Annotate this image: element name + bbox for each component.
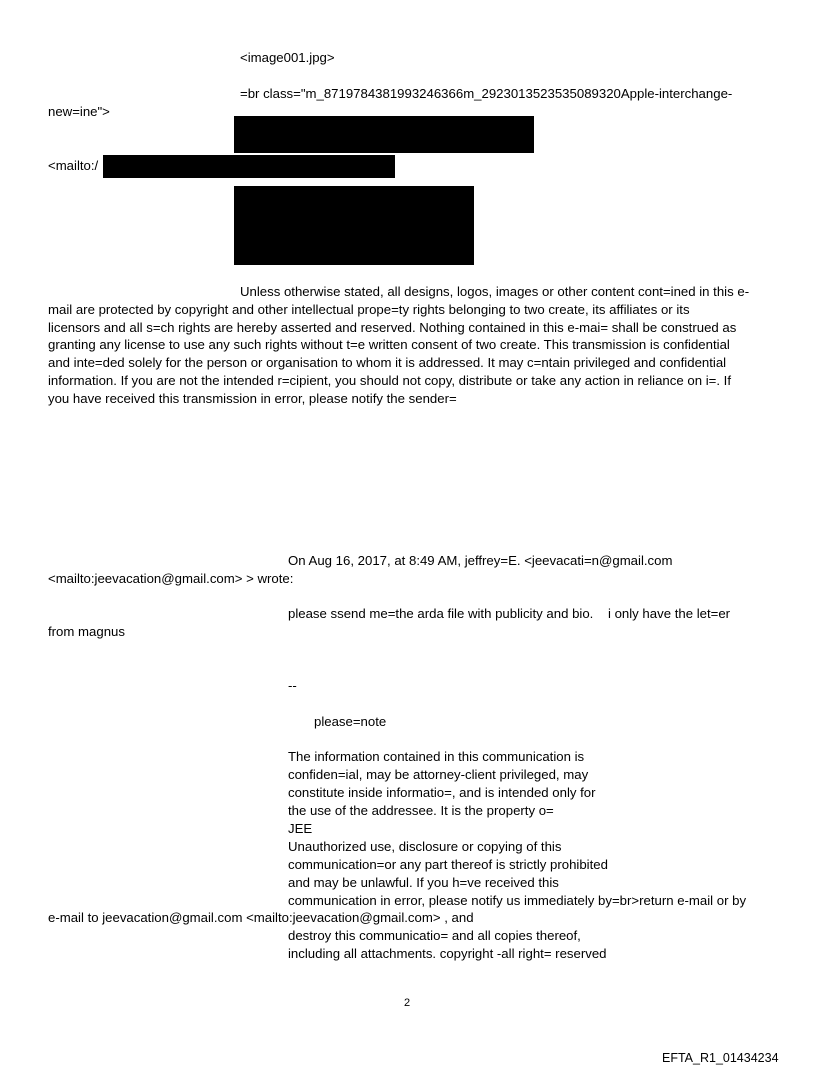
notice-line: the use of the addressee. It is the property o= — [288, 803, 554, 818]
notice-line: communication=or any part thereof is strictly prohibited — [288, 857, 608, 872]
notice-line: constitute inside informatio=, and is intended only for — [288, 785, 596, 800]
disclaimer-line: you have received this transmission in error, please notify the sender= — [48, 391, 457, 406]
page-number: 2 — [404, 997, 411, 1009]
disclaimer-line: information. If you are not the intended r=cipient, you should not copy, distribute or take any action in reliance on i=. If — [48, 373, 731, 388]
notice-line: and may be unlawful. If you h=ve received this — [288, 875, 559, 890]
notice-line: destroy this communicatio= and all copies thereof, — [288, 928, 581, 943]
redaction-block-3 — [234, 186, 474, 265]
br-class-line-continued: new=ine"> — [48, 104, 110, 119]
notice-line: The information contained in this communication is — [288, 749, 585, 764]
disclaimer-line: Unless otherwise stated, all designs, logos, images or other content cont=ined in this e- — [240, 284, 750, 299]
quoted-body-line: from magnus — [48, 624, 125, 639]
quoted-body-line: please ssend me=the arda file with publicity and bio. i only have the let=er — [288, 606, 731, 621]
disclaimer-line: mail are protected by copyright and other intellectual prope=ty rights belonging to two create, its affiliates or its — [48, 302, 690, 317]
quoted-header-line: <mailto:jeevacation@gmail.com> > wrote: — [48, 571, 294, 586]
notice-line: communication in error, please notify us immediately by=br>return e-mail or by — [288, 893, 747, 908]
disclaimer-line: granting any license to use any such rights without t=e written consent of two create. This transmission is confidential — [48, 337, 730, 352]
notice-line: including all attachments. copyright -all right= reserved — [288, 946, 607, 961]
signature-note: please=note — [314, 714, 387, 729]
br-class-line: =br class="m_8719784381993246366m_2923013523535089320Apple-interchange- — [240, 86, 733, 101]
notice-wrap-line: e-mail to jeevacation@gmail.com <mailto:jeevacation@gmail.com> , and — [48, 910, 474, 925]
disclaimer-line: licensors and all s=ch rights are hereby asserted and reserved. Nothing contained in this e-mai= shall be construed as — [48, 320, 737, 335]
redaction-block-1 — [234, 116, 534, 153]
quoted-header-line: On Aug 16, 2017, at 8:49 AM, jeffrey=E. <jeevacati=n@gmail.com — [288, 553, 673, 568]
notice-line: confiden=ial, may be attorney-client privileged, may — [288, 767, 589, 782]
notice-line: Unauthorized use, disclosure or copying of this — [288, 839, 562, 854]
mailto-prefix: <mailto:/ — [48, 158, 99, 173]
image-reference: <image001.jpg> — [240, 50, 335, 65]
document-id: EFTA_R1_01434234 — [662, 1051, 779, 1065]
notice-line: JEE — [288, 821, 313, 836]
signature-separator: -- — [288, 678, 297, 693]
redaction-block-2 — [103, 155, 395, 178]
disclaimer-line: and inte=ded solely for the person or organisation to whom it is addressed. It may c=ntain privileged and confidential — [48, 355, 727, 370]
